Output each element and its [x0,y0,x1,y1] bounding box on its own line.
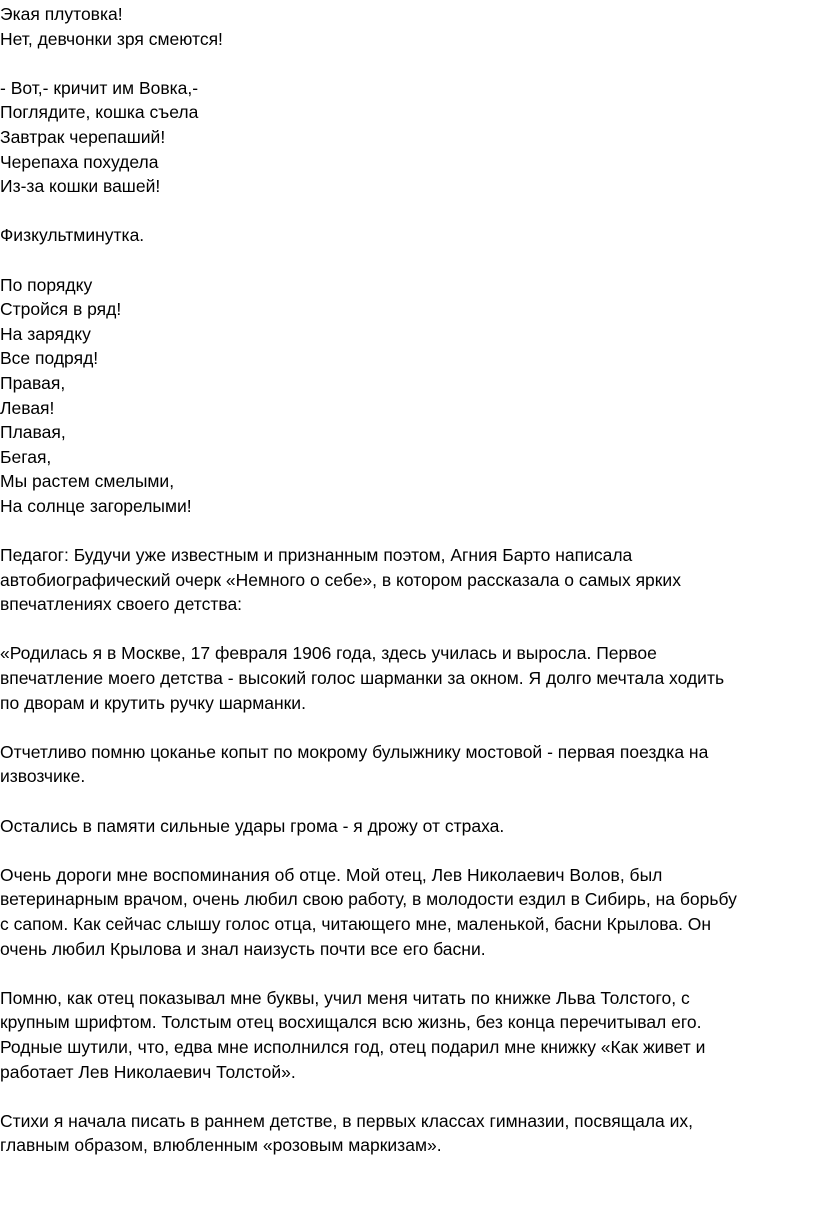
blank-line [0,838,816,863]
text-line: На солнце загорелыми! [0,495,192,516]
text-line: главным образом, влюбленным «розовым маркизам». [0,1135,442,1156]
text-line: На зарядку [0,323,91,344]
text-line: - Вот,- кричит им Вовка,- [0,77,199,98]
memoir-paragraph-3 [0,814,816,839]
exercise-poem [0,273,816,519]
text-line: с сапом. Как сейчас слышу голос отца, читающего мне, маленькой, басни Крылова. Он [0,913,712,934]
blank-line [0,789,816,814]
text-line: Поглядите, кошка съела [0,102,199,123]
memoir-paragraph-6 [0,1109,816,1158]
text-line: очень любил Крылова и знал наизусть почти все его басни. [0,938,486,959]
poem-stanza-2 [0,76,816,199]
text-line: Стройся в ряд! [0,299,122,320]
text-line: Экая плутовка! [0,4,123,24]
document-page [0,2,816,1158]
blank-line [0,1084,816,1109]
blank-line [0,51,816,76]
blank-line [0,199,816,224]
text-line: ветеринарным врачом, очень любил свою работу, в молодости ездил в Сибирь, на борьбу [0,889,737,910]
teacher-paragraph [0,543,816,617]
text-line: Отчетливо помню цоканье копыт по мокрому булыжнику мостовой - первая поездка на [0,741,709,762]
text-line: Очень дороги мне воспоминания об отце. Мой отец, Лев Николаевич Волов, был [0,864,663,885]
text-line: по дворам и крутить ручку шарманки. [0,692,306,713]
text-line: Левая! [0,397,55,418]
text-line: Стихи я начала писать в раннем детстве, в первых классах гимназии, посвящала их, [0,1110,694,1131]
memoir-paragraph-1 [0,641,816,715]
text-line: «Родилась я в Москве, 17 февраля 1906 года, здесь училась и выросла. Первое [0,643,657,664]
memoir-paragraph-4 [0,863,816,961]
blank-line [0,248,816,273]
text-line: впечатлениях своего детства: [0,594,243,615]
text-line: работает Лев Николаевич Толстой». [0,1061,296,1082]
text-line: Мы растем смелыми, [0,471,175,492]
text-line: впечатление моего детства - высокий голос шарманки за окном. Я долго мечтала ходить [0,668,725,689]
text-line: По порядку [0,274,93,295]
text-line: Из-за кошки вашей! [0,176,161,197]
text-line: Родные шутили, что, едва мне исполнился год, отец подарил мне книжку «Как живет и [0,1036,706,1057]
text-line: автобиографический очерк «Немного о себе», в котором рассказала о самых ярких [0,569,681,590]
blank-line [0,715,816,740]
text-line: Плавая, [0,422,66,443]
text-line: Нет, девчонки зря смеются! [0,28,223,49]
poem-stanza-1 [0,2,816,51]
text-line: Бегая, [0,446,52,467]
text-line: извозчике. [0,766,86,787]
text-line: крупным шрифтом. Толстым отец восхищался всю жизнь, без конца перечитывал его. [0,1012,702,1033]
text-line: Все подряд! [0,348,99,369]
text-line: Педагог: Будучи уже известным и признанным поэтом, Агния Барто написала [0,545,633,566]
text-line: Завтрак черепаший! [0,126,166,147]
text-line: Помню, как отец показывал мне буквы, учил меня читать по книжке Льва Толстого, с [0,987,690,1008]
text-line: Черепаха похудела [0,151,159,172]
blank-line [0,617,816,642]
blank-line [0,961,816,986]
section-title: Физкультминутка. [0,225,145,246]
memoir-paragraph-2 [0,740,816,789]
blank-line [0,518,816,543]
memoir-paragraph-5 [0,986,816,1084]
text-line: Правая, [0,372,66,393]
text-line: Остались в памяти сильные удары грома - я дрожу от страха. [0,815,505,836]
